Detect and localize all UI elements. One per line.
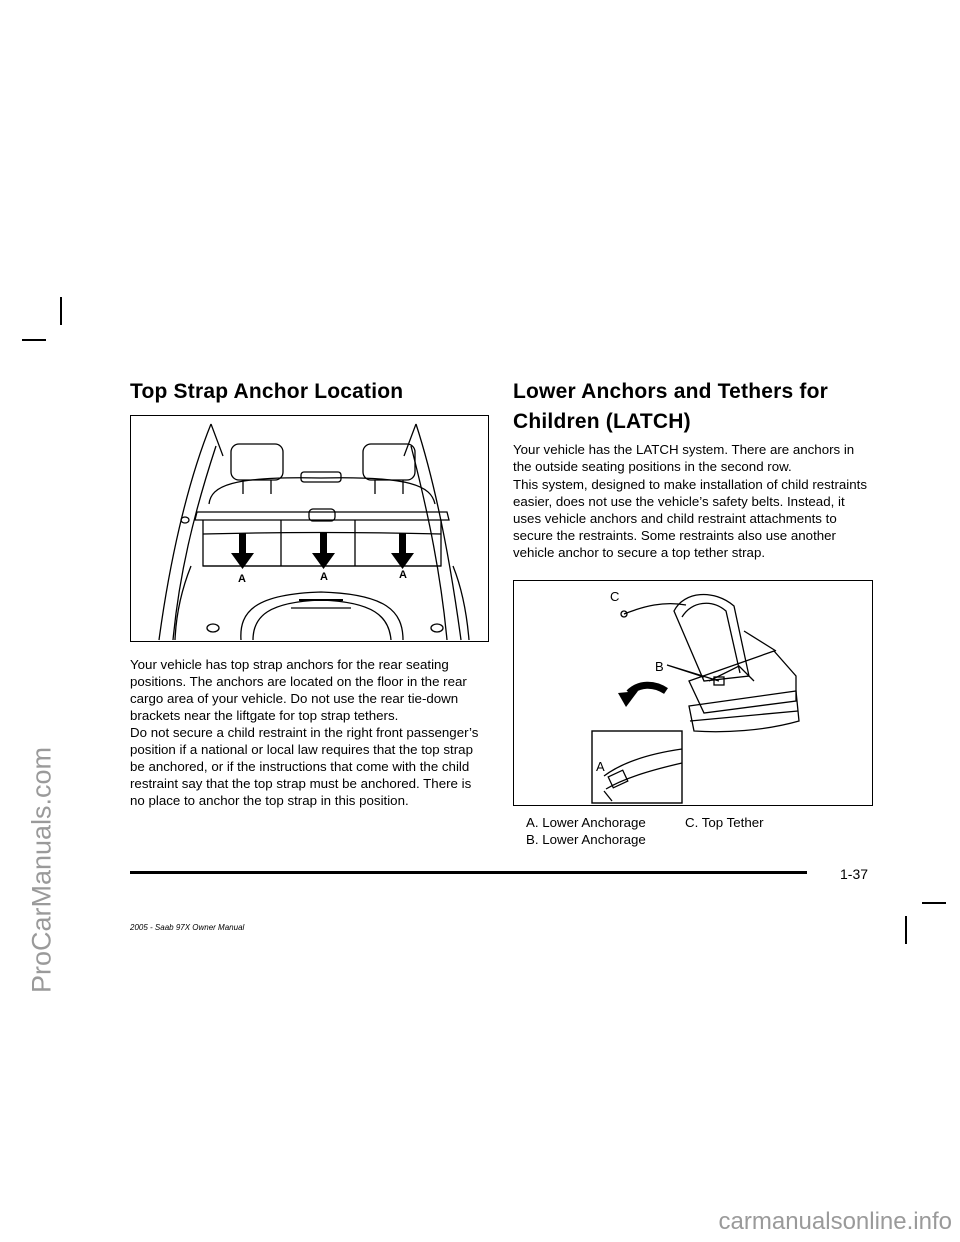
footer-rule <box>130 871 807 874</box>
crop-mark <box>905 916 907 944</box>
heading-line: Children (LATCH) <box>513 410 691 433</box>
anchor-label-a: A <box>320 571 328 583</box>
cargo-area-illustration <box>130 415 489 642</box>
paragraph: This system, designed to make installation of child restraints easier, does not use the vehicle’s safety belts. Instead, it uses vehicle anchors and child restraint attachments to secure the restraints. Some restraints also use another vehicle anchor to secure a top tether strap. <box>513 477 868 560</box>
anchorage-label-a: A <box>596 759 605 774</box>
paragraph: Do not secure a child restraint in the right front passenger’s position if a national or local law requires that the top strap be anchored, or if the instructions that come with the child restraint say that the top strap must be anchored. There is no place to anchor the top strap in this position. <box>130 725 479 808</box>
page-number: 1-37 <box>840 866 869 882</box>
side-watermark: ProCarManuals.com <box>26 746 57 994</box>
caption-a: A. Lower Anchorage <box>526 815 646 830</box>
caption-c: C. Top Tether <box>685 815 764 830</box>
paragraph: Your vehicle has the LATCH system. There are anchors in the outside seating positions in the second row. <box>513 442 855 474</box>
heading-line: Lower Anchors and Tethers for <box>513 380 829 403</box>
anchor-label-a: A <box>399 569 407 581</box>
tether-label-c: C <box>610 589 620 604</box>
footer-text: 2005 - Saab 97X Owner Manual <box>130 923 245 932</box>
section-heading-top-strap: Top Strap Anchor Location <box>130 380 404 403</box>
bottom-watermark: carmanualsonline.info <box>718 1208 952 1235</box>
paragraph: Your vehicle has top strap anchors for the rear seating positions. The anchors are located on the floor in the rear cargo area of your vehicle. Do not use the rear tie-down brackets near the liftgate for top strap tethers. <box>130 657 467 723</box>
caption-b: B. Lower Anchorage <box>526 832 646 847</box>
crop-mark <box>922 902 946 904</box>
section-heading-latch <box>513 377 873 437</box>
crop-mark <box>22 339 46 341</box>
crop-mark <box>60 297 62 325</box>
anchor-label-a: A <box>238 573 246 585</box>
anchorage-label-b: B <box>655 659 664 674</box>
child-seat-illustration <box>513 580 873 806</box>
